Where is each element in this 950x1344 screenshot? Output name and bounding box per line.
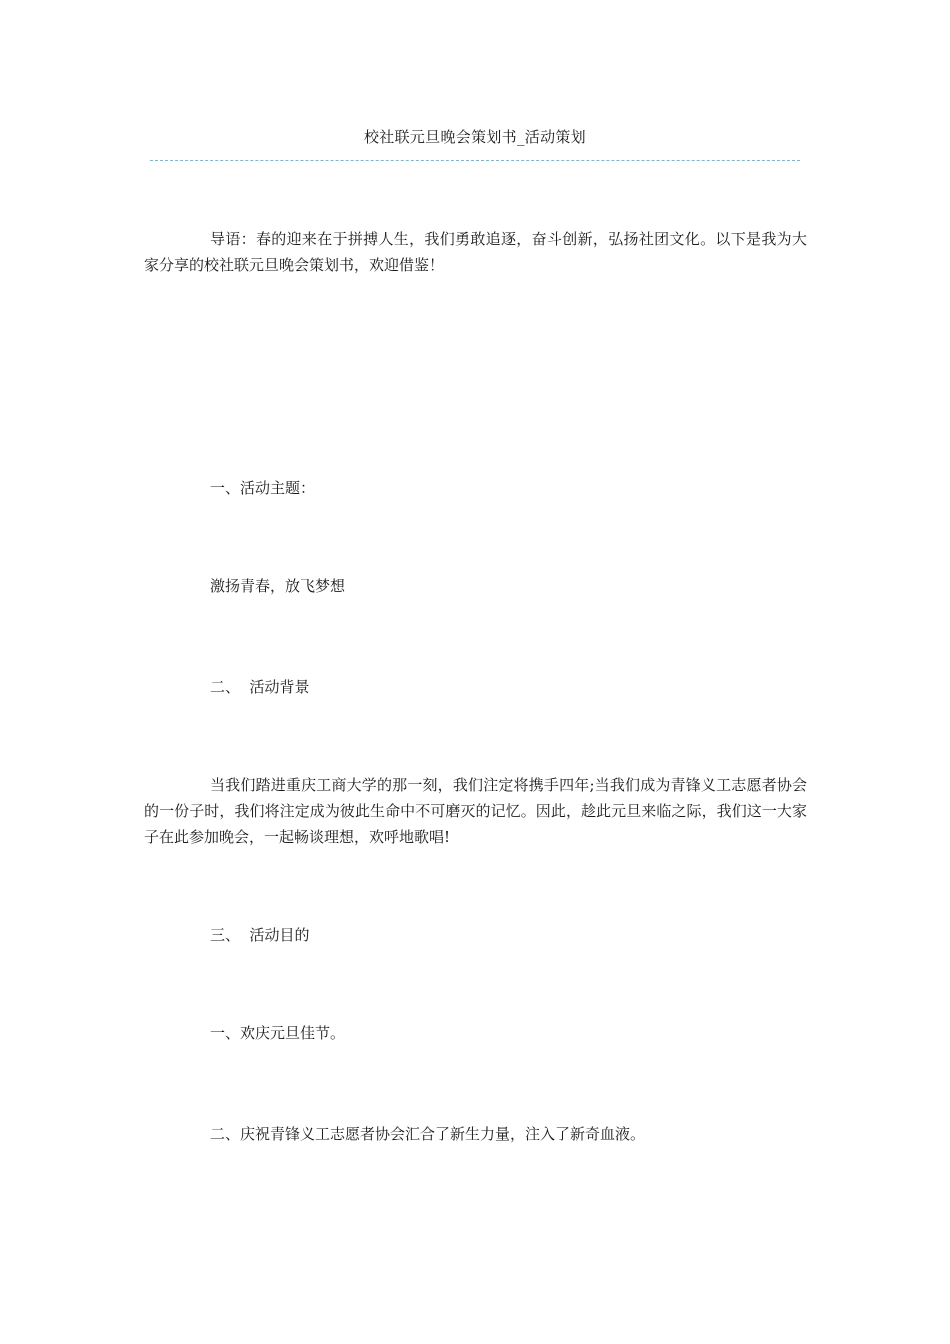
purpose-item-1: 一、欢庆元旦佳节。 [210, 1024, 346, 1042]
section-heading-theme: 一、活动主题： [210, 479, 316, 497]
section-heading-background: 二、 活动背景 [210, 678, 310, 696]
theme-text: 激扬青春，放飞梦想 [210, 577, 346, 595]
purpose-item-2: 二、庆祝青锋义工志愿者协会汇合了新生力量，注入了新奇血液。 [210, 1125, 646, 1143]
title-dashed-rule [150, 160, 800, 161]
section-heading-purpose: 三、 活动目的 [210, 926, 310, 944]
intro-paragraph: 导语：春的迎来在于拼搏人生，我们勇敢追逐，奋斗创新，弘扬社团文化。以下是我为大家分享的校社联元旦晚会策划书，欢迎借鉴！ [144, 230, 807, 274]
background-paragraph: 当我们踏进重庆工商大学的那一刻，我们注定将携手四年;当我们成为青锋义工志愿者协会的一份子时，我们将注定成为彼此生命中不可磨灭的记忆。因此，趁此元旦来临之际，我们这一大家子在此参加晚会，一起畅谈理想，欢呼地歌唱! [144, 776, 807, 846]
document-title: 校社联元旦晚会策划书_活动策划 [363, 128, 586, 146]
